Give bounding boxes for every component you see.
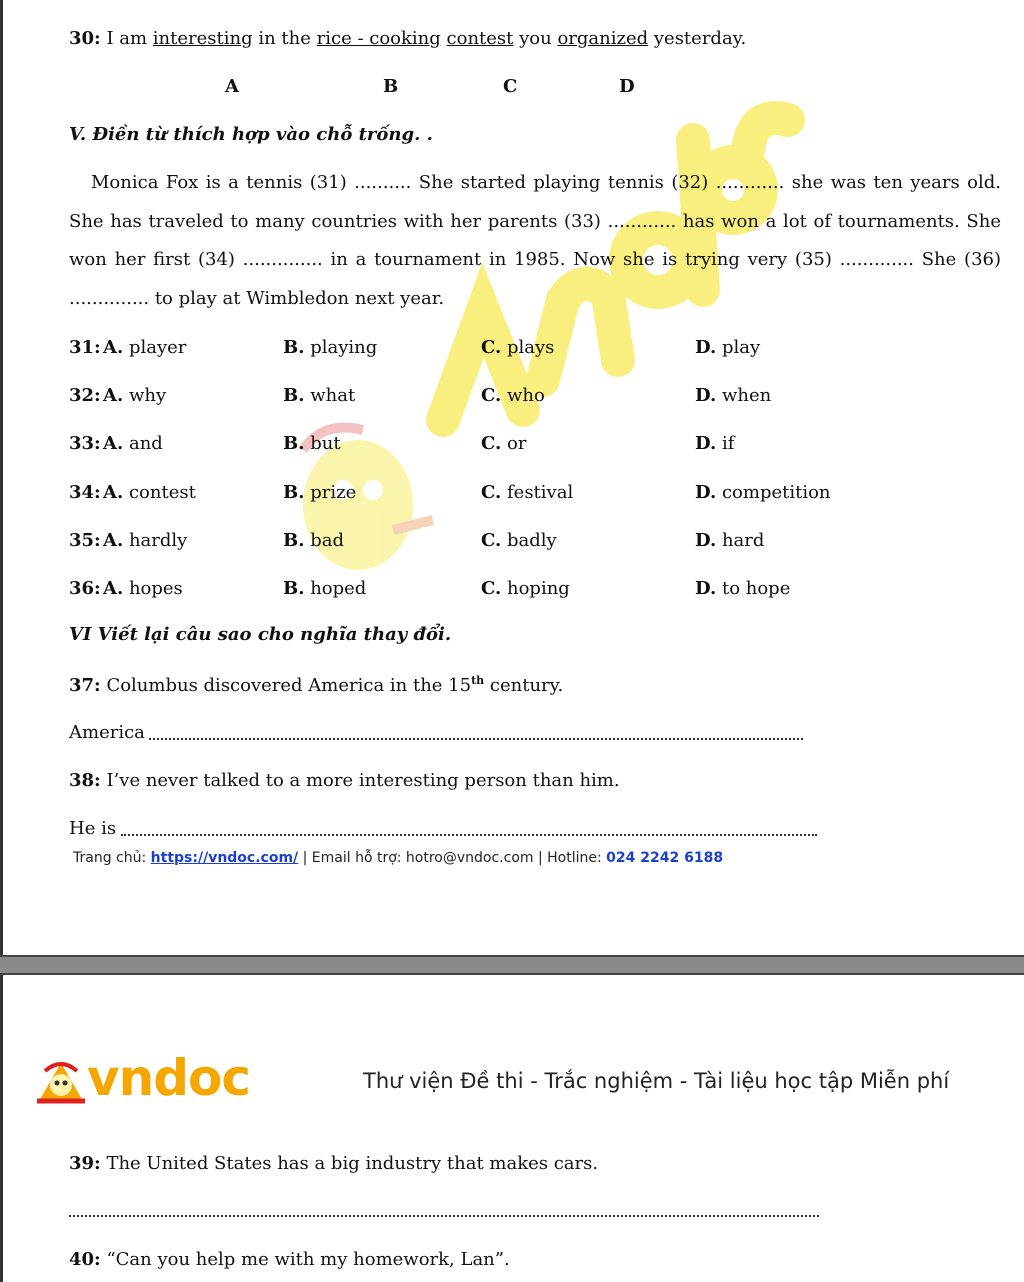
- option-32-d[interactable]: D. when: [695, 385, 772, 407]
- section-6-heading: VI Viết lại câu sao cho nghĩa thay đổi.: [69, 624, 452, 645]
- option-34-b[interactable]: B. prize: [283, 481, 357, 503]
- option-33-c[interactable]: C. or: [481, 433, 527, 455]
- option-32-a[interactable]: A. why: [103, 385, 167, 407]
- option-35-c[interactable]: C. badly: [481, 529, 557, 551]
- option-35-d[interactable]: D. hard: [695, 529, 765, 551]
- option-32-b[interactable]: B. what: [283, 385, 356, 407]
- question-38: 38: I’ve never talked to a more interesting person than him.: [69, 770, 620, 791]
- answer-38-start: He is: [69, 818, 117, 839]
- question-32-label: 32:: [69, 385, 101, 407]
- option-36-d[interactable]: D. to hope: [695, 578, 791, 599]
- option-33-d[interactable]: D. if: [695, 433, 735, 455]
- option-36-c[interactable]: C. hoping: [481, 578, 570, 599]
- answer-37-start: America: [69, 722, 145, 743]
- option-33-b[interactable]: B. but: [283, 433, 341, 455]
- question-40: 40: “Can you help me with my homework, Lan”.: [69, 1249, 510, 1270]
- homepage-link[interactable]: https://vndoc.com/: [150, 850, 299, 866]
- answer-38-line[interactable]: [121, 834, 817, 836]
- underlined-a: interesting: [152, 28, 253, 49]
- option-36-a[interactable]: A. hopes: [103, 578, 183, 599]
- option-31-d[interactable]: D. play: [695, 337, 761, 358]
- question-39: 39: The United States has a big industry that makes cars.: [69, 1153, 599, 1174]
- option-35-b[interactable]: B. bad: [283, 529, 344, 551]
- mascot-logo-icon: [35, 1057, 87, 1107]
- option-36-b[interactable]: B. hoped: [283, 578, 367, 599]
- question-label: 30:: [69, 28, 101, 49]
- letter-a: A: [225, 76, 239, 97]
- vndoc-logo-text: vndoc: [87, 1049, 250, 1107]
- passage: [69, 164, 1001, 318]
- letter-b: B: [383, 76, 399, 97]
- option-33-a[interactable]: A. and: [103, 433, 163, 455]
- letter-d: D: [619, 76, 635, 97]
- question-30: 30: I am interesting in the rice - cooking contest you organized yesterday.: [69, 28, 747, 49]
- question-34-label: 34:: [69, 481, 101, 503]
- option-34-c[interactable]: C. festival: [481, 481, 574, 503]
- question-35-label: 35:: [69, 529, 101, 551]
- site-tagline: Thư viện Đề thi - Trắc nghiệm - Tài liệu học tập Miễn phí: [363, 1069, 950, 1093]
- option-31-c[interactable]: C. plays: [481, 337, 555, 358]
- question-31-label: 31:: [69, 337, 101, 358]
- question-33-label: 33:: [69, 433, 101, 455]
- option-31-b[interactable]: B. playing: [283, 337, 378, 358]
- option-35-a[interactable]: A. hardly: [103, 529, 188, 551]
- document-page-2: [0, 975, 1024, 1282]
- passage-text: Monica Fox is a tennis (31) .......... She started playing tennis (32) ............ she was ten years old. She has traveled to many countries with her parents (33) ............ has won a lot of tournaments. She won her first (34) .............. in a tournament in 1985. Now she is trying very (35) ............. She (36) .............. to play at Wimbledon next year.: [69, 172, 1001, 309]
- option-32-c[interactable]: C. who: [481, 385, 545, 407]
- page-separator: [0, 955, 1024, 975]
- underlined-b: rice - cooking: [316, 28, 441, 49]
- answer-37-line[interactable]: [149, 738, 803, 740]
- question-37: 37: Columbus discovered America in the 15th century.: [69, 674, 564, 696]
- section-5-heading: V. Điền từ thích hợp vào chỗ trống. .: [69, 124, 433, 145]
- option-34-a[interactable]: A. contest: [103, 481, 196, 503]
- hotline-number: 024 2242 6188: [606, 850, 724, 866]
- answer-39-line[interactable]: [69, 1215, 819, 1217]
- letter-c: C: [503, 76, 518, 97]
- underlined-d: organized: [557, 28, 649, 49]
- page-footer: Trang chủ: https://vndoc.com/ | Email hỗ trợ: hotro@vndoc.com | Hotline: 024 2242 6188: [73, 850, 724, 866]
- option-31-a[interactable]: A. player: [103, 337, 187, 358]
- underlined-c: contest: [446, 28, 514, 49]
- option-34-d[interactable]: D. competition: [695, 481, 831, 503]
- question-36-label: 36:: [69, 578, 101, 599]
